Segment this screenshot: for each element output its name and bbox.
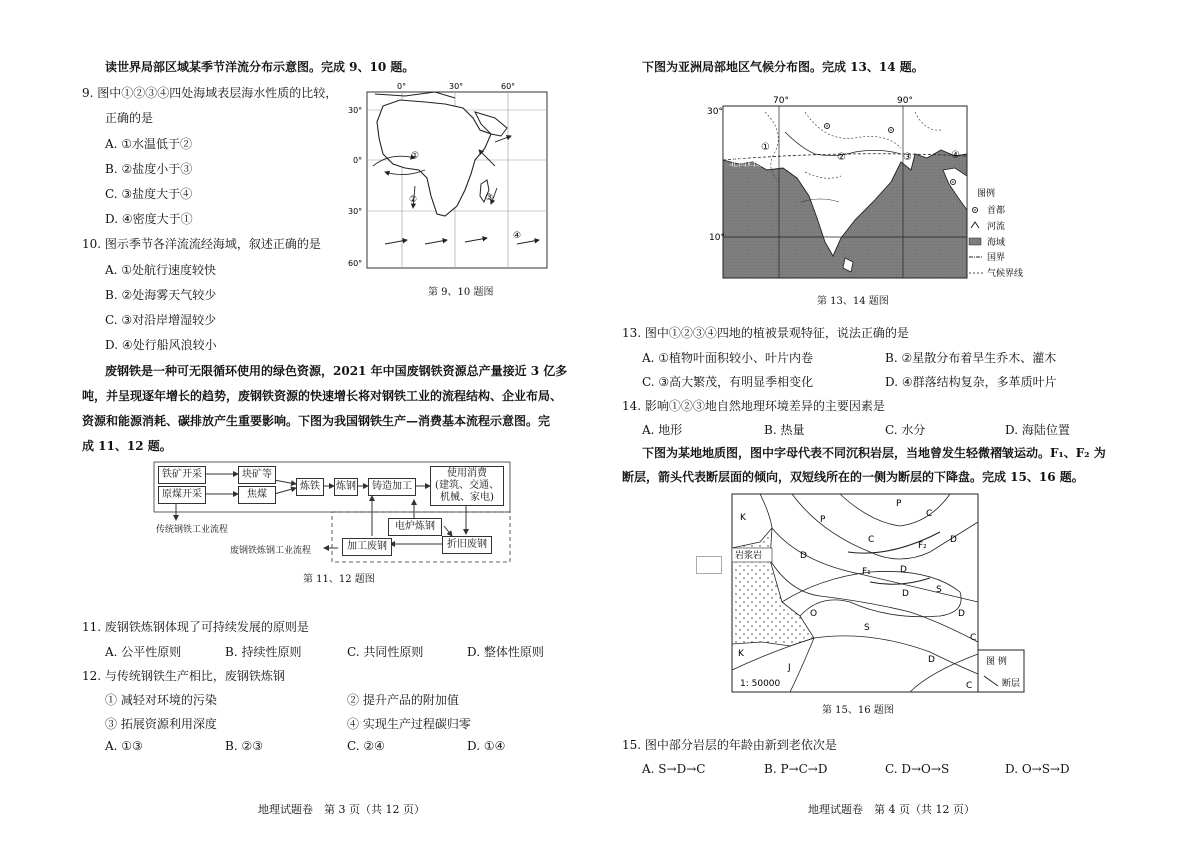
geo-letter-d4: D [902,589,909,599]
q13-option-c[interactable]: C. ③高大繁茂，有明显季相变化 [642,375,814,389]
q15-option-d[interactable]: D. O→S→D [1005,762,1070,776]
geo-letter-c2: C [868,535,875,545]
q10-option-a[interactable]: A. ①处航行速度较快 [105,263,217,277]
q9-option-d[interactable]: D. ④密度大于① [105,212,193,226]
passage-11-12-line1: 废钢铁是一种可无限循环使用的绿色资源，2021 年中国废钢铁资源总产量接近 3 亿多 [105,364,568,378]
legend-climate: 气候界线 [987,269,1024,279]
map-mark-1: ① [761,142,770,153]
geo-letter-k2: K [738,649,744,659]
q13-option-a[interactable]: A. ①植物叶面积较小、叶片内卷 [642,351,814,365]
flow-consume-2: (建筑、交通、 [435,480,499,491]
legend-capital: 首都 [987,206,1006,216]
q9-stem-line2: 正确的是 [105,111,154,125]
right-page-footer: 地理试题卷 第 4 页（共 12 页） [808,803,975,816]
flow-consume-3: 机械、家电) [440,492,494,503]
passage-15-16-line1: 下图为某地地质图，图中字母代表不同沉积岩层，当地曾发生轻微褶皱运动。F₁、F₂ 为 [642,446,1106,460]
fig-13-14-caption: 第 13、14 题图 [817,296,889,307]
flow-iron-mining: 铁矿开采 [158,466,206,484]
passage-15-16-line2: 断层，箭头代表断层面的倾向，双短线所在的一侧为断层的下降盘。完成 15、16 题。 [622,470,1084,484]
geo-letter-f1: F₁ [862,567,871,577]
q15-stem: 15. 图中部分岩层的年龄由新到老依次是 [622,738,837,752]
lat-label-30s: 30° [348,207,363,216]
rock-label: 岩浆岩 [735,551,763,561]
geologic-map [730,492,1040,697]
legend-border: 国界 [987,253,1006,263]
geo-letter-c3: C [970,633,977,643]
q15-option-c[interactable]: C. D→O→S [885,762,950,776]
geo-letter-d1: D [950,535,957,545]
asia-climate-map [705,92,1025,287]
flow-coke: 焦煤 [238,486,276,504]
geo-letter-d2: D [800,551,807,561]
geo-letter-o: O [810,609,818,619]
lat-label-60s: 60° [348,259,363,268]
legend-title: 图例 [977,189,996,199]
lon-label-90: 90° [897,96,913,106]
left-page-footer: 地理试题卷 第 3 页（共 12 页） [258,803,425,816]
q13-option-b[interactable]: B. ②星散分布着旱生乔木、灌木 [885,351,1057,365]
blank-box[interactable] [696,556,722,574]
q9-stem-line1: 9. 图中①②③④四处海域表层海水性质的比较， [82,86,338,100]
fig-9-10-caption: 第 9、10 题图 [428,287,494,298]
q12-option-a[interactable]: A. ①③ [105,739,143,753]
map-scale: 1: 50000 [740,679,781,689]
q15-option-a[interactable]: A. S→D→C [642,762,706,776]
lat-label-30n: 30° [348,106,363,115]
flow-sinter: 块矿等 [238,466,276,484]
mark-4: ④ [513,231,522,241]
q13-stem: 13. 图中①②③④四地的植被景观特征，说法正确的是 [622,326,909,340]
geo-legend-title: 图 例 [986,657,1007,667]
lon-label-0: 0° [397,82,407,91]
passage-11-12-line3: 资源和能源消耗、碳排放产生重要影响。下图为我国钢铁生产—消费基本流程示意图。完 [82,414,551,428]
map-mark-3: ③ [903,152,912,163]
q14-option-b[interactable]: B. 热量 [764,423,805,437]
fig-11-12-caption: 第 11、12 题图 [303,574,375,585]
q12-option-b[interactable]: B. ②③ [225,739,263,753]
q11-stem: 11. 废钢铁炼钢体现了可持续发展的原则是 [82,620,309,634]
flow-traditional-label: 传统钢铁工业流程 [156,525,229,535]
map-mark-4: ④ [951,150,960,161]
flow-casting: 铸造加工 [368,478,416,496]
lon-label-70: 70° [773,96,789,106]
q11-option-c[interactable]: C. 共同性原则 [347,645,424,659]
flow-steelmaking: 炼钢 [334,478,358,496]
flow-coal-mining: 原煤开采 [158,486,206,504]
intro-9-10: 读世界局部区域某季节洋流分布示意图。完成 9、10 题。 [105,60,415,74]
geo-letter-c4: C [966,681,973,691]
q11-option-d[interactable]: D. 整体性原则 [467,645,544,659]
q10-option-d[interactable]: D. ④处行船风浪较小 [105,338,217,352]
passage-11-12-line2: 吨，并呈现逐年增长的趋势，废钢铁资源的快速增长将对钢铁工业的流程结构、企业布局、 [82,389,563,403]
geo-legend-fault: 断层 [1002,679,1021,689]
lon-label-60: 60° [501,82,516,91]
geo-letter-d5: D [958,609,965,619]
flow-ironmaking: 炼铁 [296,478,324,496]
legend-river: 河流 [987,222,1006,232]
lat-label-10: 10° [709,233,725,243]
geo-letter-k1: K [740,513,746,523]
q12-item-3: ③ 拓展资源利用深度 [105,717,217,731]
legend-river-icon [971,222,979,228]
geo-letter-d3: D [900,565,907,575]
legend-sea-icon [969,238,981,245]
geo-letter-p1: P [820,515,826,525]
q14-option-d[interactable]: D. 海陆位置 [1005,423,1070,437]
q12-item-1: ① 减轻对环境的污染 [105,693,217,707]
q11-option-b[interactable]: B. 持续性原则 [225,645,302,659]
flow-processing-scrap: 加工废钢 [342,538,392,556]
q10-option-c[interactable]: C. ③对沿岸增湿较少 [105,313,217,327]
geo-letter-c1: C [926,509,933,519]
passage-11-12-line4: 成 11、12 题。 [82,439,172,453]
flow-scrap-label: 废钢铁炼钢工业流程 [230,546,312,556]
ocean-current-map [345,78,555,278]
q10-option-b[interactable]: B. ②处海雾天气较少 [105,288,217,302]
lon-label-30: 30° [449,82,464,91]
geo-letter-d6: D [928,655,935,665]
geo-letter-p2: P [896,499,902,509]
steel-flow-diagram [152,460,514,566]
mark-2: ② [409,195,418,205]
lat-label-30: 30° [707,107,723,117]
flow-consumption [430,466,504,506]
mark-3: ③ [485,193,494,203]
q9-option-c[interactable]: C. ③盐度大于④ [105,187,193,201]
q9-option-b[interactable]: B. ②盐度小于③ [105,162,193,176]
q12-item-2: ② 提升产品的附加值 [347,693,459,707]
geo-letter-s1: S [936,585,942,595]
q12-option-c[interactable]: C. ②④ [347,739,385,753]
q11-option-a[interactable]: A. 公平性原则 [105,645,182,659]
q13-option-d[interactable]: D. ④群落结构复杂，多革质叶片 [885,375,1057,389]
lat-label-0: 0° [353,156,363,165]
q14-option-c[interactable]: C. 水分 [885,423,926,437]
tropic-label: 北回归线 [729,159,766,169]
q14-option-a[interactable]: A. 地形 [642,423,683,437]
map-mark-2: ② [837,152,846,163]
geo-letter-f2: F₂ [918,541,927,551]
flow-eaf: 电炉炼钢 [388,518,442,536]
flow-old-scrap: 折旧废钢 [442,536,492,554]
legend-sea: 海域 [987,238,1006,248]
flow-consume-1: 使用消费 [447,468,487,479]
fig-15-16-caption: 第 15、16 题图 [822,705,894,716]
q10-stem: 10. 图示季节各洋流流经海域，叙述正确的是 [82,237,321,251]
q12-item-4: ④ 实现生产过程碳归零 [347,717,471,731]
q9-option-a[interactable]: A. ①水温低于② [105,137,193,151]
intro-13-14: 下图为亚洲局部地区气候分布图。完成 13、14 题。 [642,60,924,74]
q12-stem: 12. 与传统钢铁生产相比，废钢铁炼钢 [82,669,285,683]
geo-letter-s2: S [864,623,870,633]
geo-letter-j: J [788,663,791,673]
mark-1: ① [411,151,420,161]
q14-stem: 14. 影响①②③地自然地理环境差异的主要因素是 [622,399,885,413]
q12-option-d[interactable]: D. ①④ [467,739,506,753]
q15-option-b[interactable]: B. P→C→D [764,762,828,776]
